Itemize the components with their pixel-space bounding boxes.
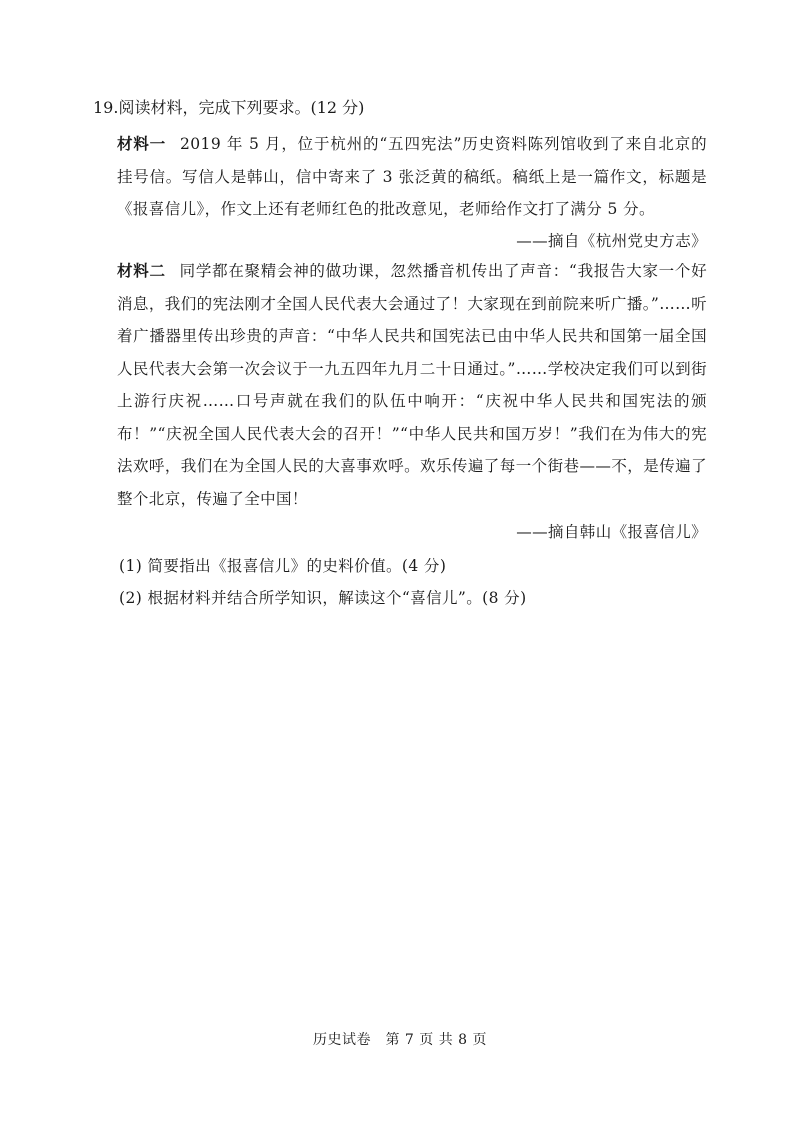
material-two-label: 材料二 — [117, 261, 166, 280]
material-two-text: 同学都在聚精会神的做功课，忽然播音机传出了声音：“我报告大家一个好消息，我们的宪法刚才全国人民代表大会通过了！大家现在到前院来听广播。”……听着广播器里传出珍贵的声音：“中华人民共和国宪法已由中华人民共和国第一届全国人民代表大会第一次会议于一九五四年九月二十日通过。”……学校决定我们可以到街上游行庆祝……口号声就在我们的队伍中响开：“庆祝中华人民共和国宪法的颁布！”“庆祝全国人民代表大会的召开！”“中华人民共和国万岁！”我们在为伟大的宪法欢呼，我们在为全国人民的大喜事欢呼。欢乐传遍了每一个街巷——不，是传遍了整个北京，传遍了全中国！ — [117, 262, 707, 508]
sub-question-2: (2) 根据材料并结合所学知识，解读这个“喜信儿”。(8 分) — [119, 589, 527, 607]
material-one-text: 2019 年 5 月，位于杭州的“五四宪法”历史资料陈列馆收到了来自北京的挂号信。写信人是韩山，信中寄来了 3 张泛黄的稿纸。稿纸上是一篇作文，标题是《报喜信儿》，作文上还有老师红色的批改意见，老师给作文打了满分 5 分。 — [117, 135, 707, 218]
material-one-label: 材料一 — [117, 134, 167, 153]
material-two-source: ——摘自韩山《报喜信儿》 — [516, 523, 707, 541]
material-one — [117, 128, 707, 226]
question-title: 19.阅读材料，完成下列要求。(12 分) — [93, 98, 365, 117]
page-footer: 历史试卷 第 7 页 共 8 页 — [312, 1032, 488, 1048]
material-one-source: ——摘自《杭州党史方志》 — [516, 232, 707, 250]
sub-question-1: (1) 简要指出《报喜信儿》的史料价值。(4 分) — [119, 557, 447, 575]
material-two — [117, 255, 707, 515]
